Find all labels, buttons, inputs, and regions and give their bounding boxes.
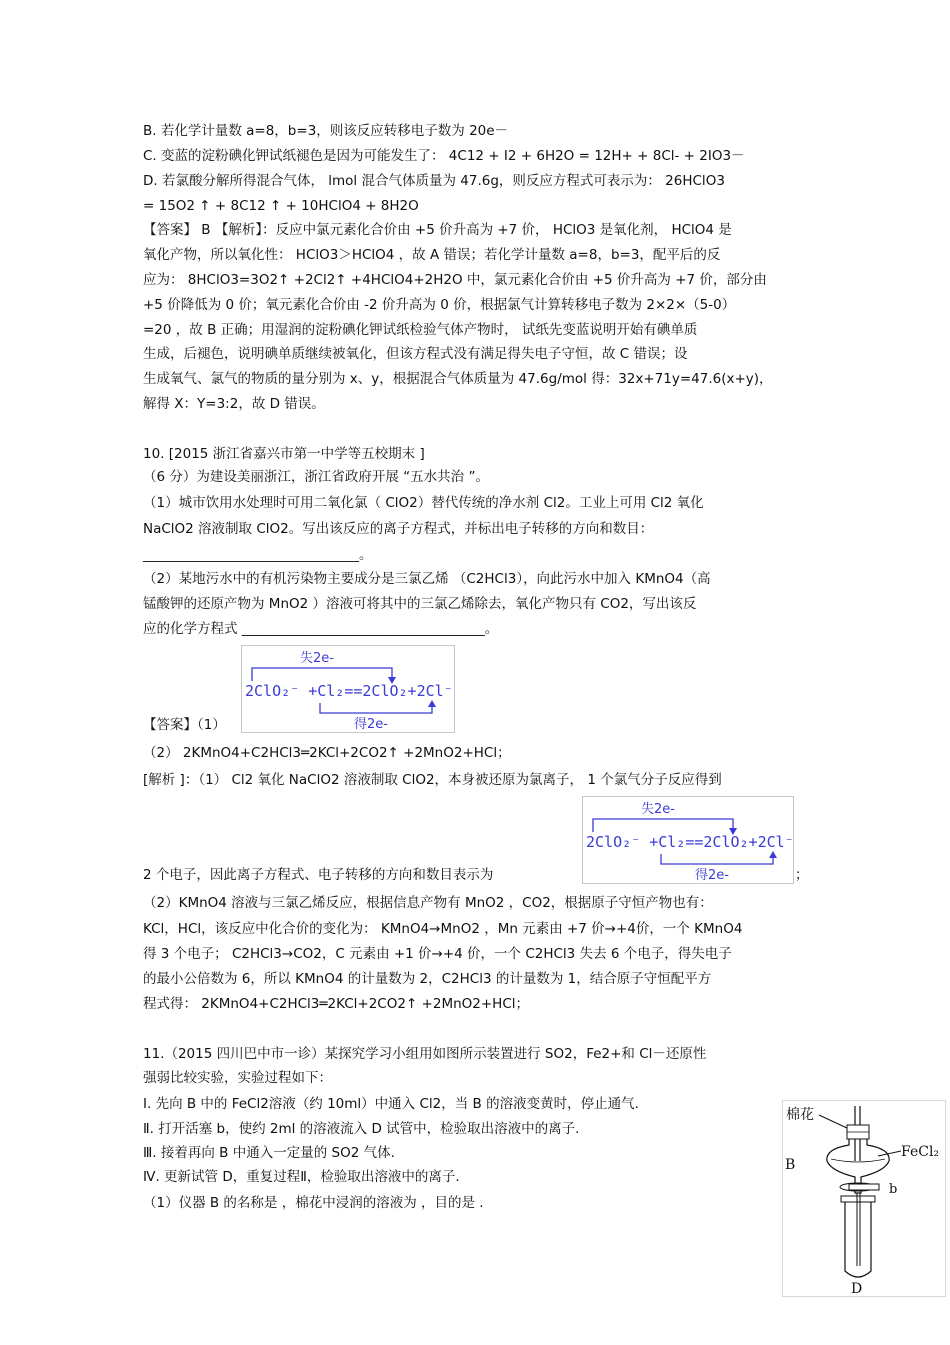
option-c: C. 变蓝的淀粉碘化钾试纸褪色是因为可能发生了： 4C12 + I2 + 6H2O = 12H+ + 8Cl- + 2IO3－ xyxy=(143,148,745,164)
electron-transfer-figure xyxy=(582,796,794,884)
analysis-line: +5 价降低为 0 价；氧元素化合价由 -2 价升高为 0 价，根据氯气计算转移电子数为 2×2×（5-0） xyxy=(143,297,736,313)
analysis-10-part2: 的最小公倍数为 6，所以 KMnO4 的计量数为 2，C2HCl3 的计量数为 1，结合原子守恒配平方 xyxy=(143,971,712,987)
analysis-10-part2: KCl，HCl，该反应中化合价的变化为： KMnO4→MnO2 ，Mn 元素由 +7 价→+4价，一个 KMnO4 xyxy=(143,921,743,937)
analysis-line: 氧化产物，所以氧化性： HClO3＞HClO4 ，故 A 错误；若化学计量数 a=8，b=3，配平后的反 xyxy=(143,247,721,263)
analysis-line: 应为： 8HClO3=3O2↑ +2Cl2↑ +4HClO4+2H2O 中，氯元素化合价由 +5 价升高为 +7 价，部分由 xyxy=(143,272,767,288)
answer-10-label: 【答案】（1） xyxy=(143,717,226,733)
gain-electron-label: 得2e- xyxy=(695,868,729,883)
ionic-equation: 2ClO₂⁻ +Cl₂==2ClO₂+2Cl⁻ xyxy=(245,682,453,700)
analysis-10-part2: 程式得： 2KMnO4+C2HCl3═2KCl+2CO2↑ +2MnO2+HCl； xyxy=(143,996,530,1012)
analysis-10-semicolon: ； xyxy=(795,867,809,883)
electron-transfer-figure xyxy=(241,645,455,733)
analysis-10-part2: （2）KMnO4 溶液与三氯乙烯反应，根据信息产物有 MnO2 ，CO2，根据原子守恒产物也有： xyxy=(143,895,713,911)
analysis-10-cont: 2 个电子，因此离子方程式、电子转移的方向和数目表示为 xyxy=(143,867,494,883)
step-2: Ⅱ. 打开活塞 b，使约 2ml 的溶液流入 D 试管中，检验取出溶液中的离子. xyxy=(143,1121,580,1137)
analysis-10-part2: 得 3 个电子； C2HCl3→CO2，C 元素由 +1 价→+4 价，一个 C2HCl3 失去 6 个电子，得失电子 xyxy=(143,946,732,962)
stopcock-label: b xyxy=(889,1182,898,1197)
analysis-line: 生成氧气、氯气的物质的量分别为 x、y，根据混合气体质量为 47.6g/mol 得：32x+71y=47.6(x+y)， xyxy=(143,371,773,387)
lose-electron-label: 失2e- xyxy=(300,651,334,666)
analysis-line: =20 ，故 B 正确；用湿润的淀粉碘化钾试纸检验气体产物时， 试纸先变蓝说明开始有碘单质 xyxy=(143,322,698,338)
electron-transfer-diagram xyxy=(583,797,793,883)
question-10-part2-blank: 应的化学方程式 ____________________________________。 xyxy=(143,621,499,637)
question-10-part2-cont: 锰酸钾的还原产物为 MnO2 ）溶液可将其中的三氯乙烯除去，氧化产物只有 CO2，写出该反 xyxy=(143,596,697,612)
option-d-cont: = 15O2 ↑ + 8C12 ↑ + 10HClO4 + 8H2O xyxy=(143,198,419,214)
fecl2-label: FeCl₂ xyxy=(901,1144,940,1160)
electron-transfer-diagram xyxy=(242,646,454,732)
question-10-part2: （2）某地污水中的有机污染物主要成分是三氯乙烯 （C2HCl3），向此污水中加入 KMnO4（高 xyxy=(143,571,711,587)
step-4: Ⅳ. 更新试管 D，重复过程Ⅱ，检验取出溶液中的离子. xyxy=(143,1169,460,1185)
apparatus-diagram xyxy=(783,1101,945,1296)
answer-10-part2: （2） 2KMnO4+C2HCl3═2KCl+2CO2↑ +2MnO2+HCl； xyxy=(143,745,511,761)
question-10-title: 10. [2015 浙江省嘉兴市第一中学等五校期末 ] xyxy=(143,446,425,462)
answer-9: 【答案】 B 【解析】：反应中氯元素化合价由 +5 价升高为 +7 价， HClO3 是氧化剂， HClO4 是 xyxy=(143,222,732,238)
analysis-10: [解析 ]：（1） Cl2 氧化 NaClO2 溶液制取 ClO2，本身被还原为氯离子， 1 个氯气分子反应得到 xyxy=(143,772,722,788)
question-10-part1-cont: NaClO2 溶液制取 ClO2。写出该反应的离子方程式，并标出电子转移的方向和数目： xyxy=(143,521,654,537)
analysis-line: 生成，后褪色，说明碘单质继续被氧化，但该方程式没有满足得失电子守恒，故 C 错误；设 xyxy=(143,346,688,362)
lose-electron-label: 失2e- xyxy=(641,802,675,817)
ionic-equation: 2ClO₂⁻ +Cl₂==2ClO₂+2Cl⁻ xyxy=(586,833,793,851)
question-10-part1: （1）城市饮用水处理时可用二氧化氯（ ClO2）替代传统的净水剂 Cl2。工业上可用 Cl2 氧化 xyxy=(143,495,704,511)
cotton-label: 棉花 xyxy=(786,1107,814,1123)
question-11-title: 11.（2015 四川巴中市一诊）某探究学习小组用如图所示装置进行 SO2，Fe2+和 Cl－还原性 xyxy=(143,1046,707,1062)
step-1: Ⅰ. 先向 B 中的 FeCl2溶液（约 10ml）中通入 Cl2，当 B 的溶液变黄时，停止通气. xyxy=(143,1096,639,1112)
option-b: B. 若化学计量数 a=8，b=3，则该反应转移电子数为 20e－ xyxy=(143,123,509,139)
analysis-line: 解得 X：Y=3:2，故 D 错误。 xyxy=(143,396,325,412)
d-label: D xyxy=(851,1281,863,1296)
answer-blank: ________________________________。 xyxy=(143,547,373,563)
option-d: D. 若氯酸分解所得混合气体， lmol 混合气体质量为 47.6g，则反应方程式可表示为： 26HClO3 xyxy=(143,173,725,189)
gain-electron-label: 得2e- xyxy=(354,717,388,732)
question-11-intro: 强弱比较实验，实验过程如下： xyxy=(143,1070,332,1086)
question-10-intro: （6 分）为建设美丽浙江，浙江省政府开展 “五水共治 ”。 xyxy=(143,469,489,485)
step-3: Ⅲ. 接着再向 B 中通入一定量的 SO2 气体. xyxy=(143,1145,395,1161)
question-11-part1: （1）仪器 B 的名称是 ，棉花中浸润的溶液为 ，目的是 . xyxy=(143,1195,484,1211)
apparatus-figure xyxy=(782,1100,946,1297)
b-label: B xyxy=(785,1157,796,1173)
